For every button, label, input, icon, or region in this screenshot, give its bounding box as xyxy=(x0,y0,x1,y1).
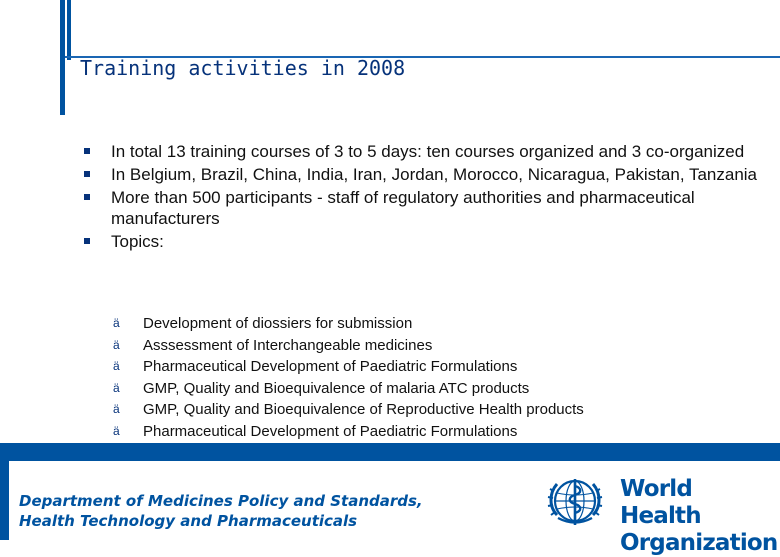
bullet-item xyxy=(80,231,760,252)
square-bullet-icon xyxy=(84,148,90,154)
sub-bullet-icon: ä xyxy=(113,316,120,330)
accent-bar-right xyxy=(67,0,71,60)
topic-text: GMP, Quality and Bioequivalence of malaria ATC products xyxy=(143,379,530,397)
bullet-item xyxy=(80,141,760,162)
topic-list xyxy=(113,313,753,442)
topic-text: Pharmaceutical Development of Paediatric Formulations xyxy=(143,358,518,375)
sub-bullet-icon: ä xyxy=(113,423,120,438)
topic-item xyxy=(113,335,753,357)
square-bullet-icon xyxy=(84,238,90,244)
bullet-text: In Belgium, Brazil, China, India, Iran, Jordan, Morocco, Nicaragua, Pakistan, Tanzania xyxy=(111,165,758,184)
topic-item xyxy=(113,399,753,421)
square-bullet-icon xyxy=(84,171,90,177)
department-line-1: Department of Medicines Policy and Standards, xyxy=(19,492,423,510)
who-emblem-icon xyxy=(545,471,605,531)
slide-title: Training activities in 2008 xyxy=(80,56,406,80)
topic-item xyxy=(113,421,753,443)
topic-item xyxy=(113,356,753,378)
topic-text: Pharmaceutical Development of Paediatric Formulations xyxy=(143,422,518,440)
bullet-text: Topics: xyxy=(111,232,164,251)
bullet-item xyxy=(80,164,760,185)
sub-bullet-icon: ä xyxy=(113,337,120,352)
who-name-line-1: World Health xyxy=(620,476,701,529)
bullet-text: In total 13 training courses of 3 to 5 days: ten courses organized and 3 co-organized xyxy=(111,142,745,161)
topic-item xyxy=(113,378,753,400)
bullet-item xyxy=(80,187,760,229)
sub-bullet-icon: ä xyxy=(113,402,120,416)
department-name xyxy=(19,491,423,531)
topic-item xyxy=(113,313,753,335)
sub-bullet-icon: ä xyxy=(113,380,120,395)
topic-text: GMP, Quality and Bioequivalence of Reproductive Health products xyxy=(143,401,584,418)
who-name-line-2: Organization xyxy=(620,530,778,556)
bullet-text: More than 500 participants - staff of regulatory authorities and pharmaceutical manufacturers xyxy=(111,188,695,228)
sub-bullet-icon: ä xyxy=(113,359,120,373)
topic-text: Asssessment of Interchangeable medicines xyxy=(143,336,433,354)
square-bullet-icon xyxy=(84,194,90,200)
department-line-2: Health Technology and Pharmaceuticals xyxy=(19,512,358,530)
bullet-list xyxy=(80,141,760,254)
topic-text: Development of diossiers for submission xyxy=(143,315,413,332)
who-name xyxy=(620,476,780,557)
